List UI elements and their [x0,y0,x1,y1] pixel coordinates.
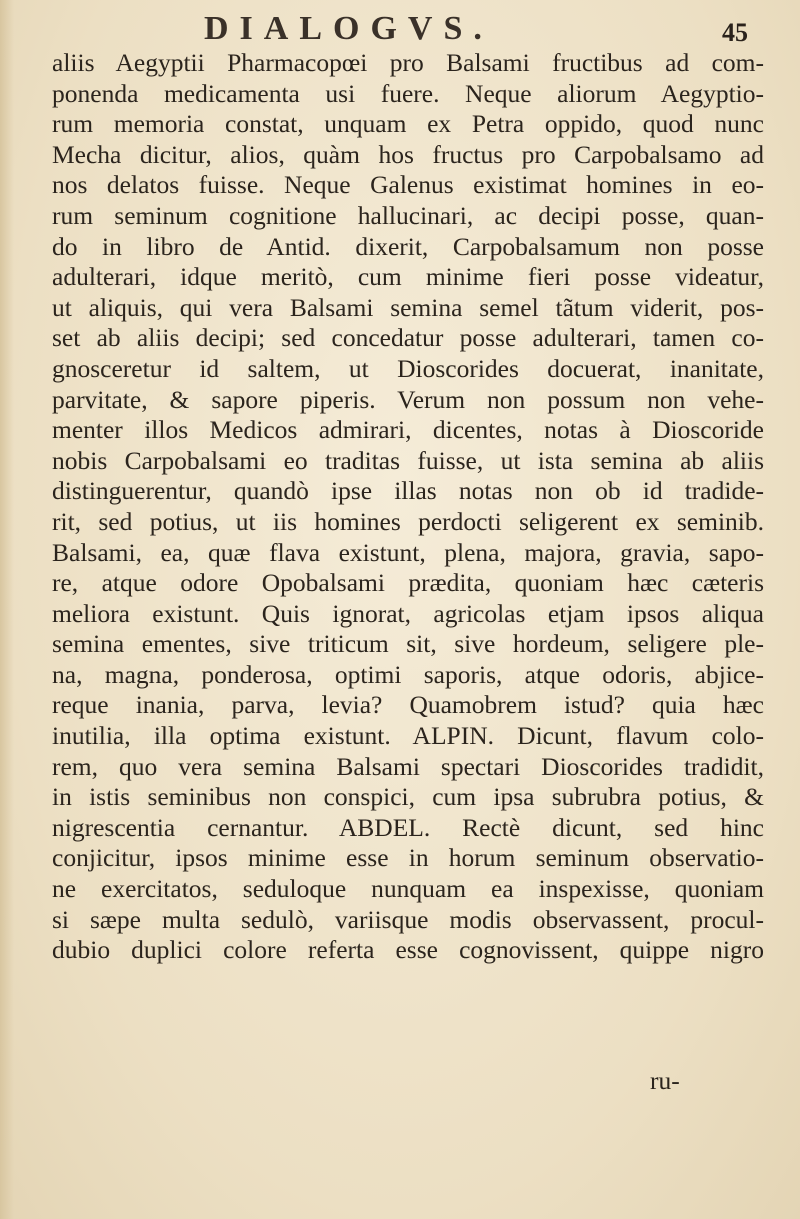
text-line: in istis seminibus non conspici, cum ipsa subrubra potius, & [52,782,764,812]
text-line: rit, sed potius, ut iis homines perdocti seligerent ex seminib. [52,506,764,536]
text-line: na, magna, ponderosa, optimi saporis, atque odoris, abjice- [52,659,764,689]
text-line: nos delatos fuisse. Neque Galenus existimat homines in eo- [52,170,764,200]
text-line: Balsami, ea, quæ flava existunt, plena, majora, gravia, sapo- [52,537,764,567]
text-line: nigrescentia cernantur. ABDEL. Rectè dicunt, sed hinc [52,812,764,842]
text-line: parvitate, & sapore piperis. Verum non possum non vehe- [52,384,764,414]
catchword: ru- [650,1066,680,1095]
text-line: reque inania, parva, levia? Quamobrem istud? quia hæc [52,690,764,720]
text-line: meliora existunt. Quis ignorat, agricolas etjam ipsos aliqua [52,598,764,628]
text-line: dubio duplici colore referta esse cognovissent, quippe nigro [52,935,764,965]
body-text [52,48,764,966]
text-line: menter illos Medicos admirari, dicentes, notas à Dioscoride [52,415,764,445]
page-header [0,8,800,50]
text-line: inutilia, illa optima existunt. ALPIN. Dicunt, flavum colo- [52,721,764,751]
text-line: ponenda medicamenta usi fuere. Neque aliorum Aegyptio- [52,78,764,108]
text-line: rum memoria constat, unquam ex Petra oppido, quod nunc [52,109,764,139]
text-line: ne exercitatos, seduloque nunquam ea inspexisse, quoniam [52,874,764,904]
text-line: nobis Carpobalsami eo traditas fuisse, ut ista semina ab aliis [52,445,764,475]
text-line: gnosceretur id saltem, ut Dioscorides docuerat, inanitate, [52,353,764,383]
text-line: Mecha dicitur, alios, quàm hos fructus pro Carpobalsamo ad [52,139,764,169]
running-head: DIALOGVS. [204,10,493,47]
text-line: re, atque odore Opobalsami prædita, quoniam hæc cæteris [52,568,764,598]
page-edge-shadow [0,0,14,1219]
text-line: semina ementes, sive triticum sit, sive hordeum, seligere ple- [52,629,764,659]
text-line: rum seminum cognitione hallucinari, ac decipi posse, quan- [52,200,764,230]
text-line: si sæpe multa sedulò, variisque modis observassent, procul- [52,904,764,934]
text-line: distinguerentur, quandò ipse illas notas non ob id tradide- [52,476,764,506]
text-line: do in libro de Antid. dixerit, Carpobalsamum non posse [52,231,764,261]
text-line: conjicitur, ipsos minime esse in horum seminum observatio- [52,843,764,873]
text-line: set ab aliis decipi; sed concedatur posse adulterari, tamen co- [52,323,764,353]
text-line: aliis Aegyptii Pharmacopœi pro Balsami fructibus ad com- [52,48,764,77]
text-line: ut aliquis, qui vera Balsami semina semel tãtum viderit, pos- [52,292,764,322]
text-line: adulterari, idque meritò, cum minime fieri posse videatur, [52,262,764,292]
page-number: 45 [722,18,748,47]
text-line: rem, quo vera semina Balsami spectari Dioscorides tradidit, [52,751,764,781]
